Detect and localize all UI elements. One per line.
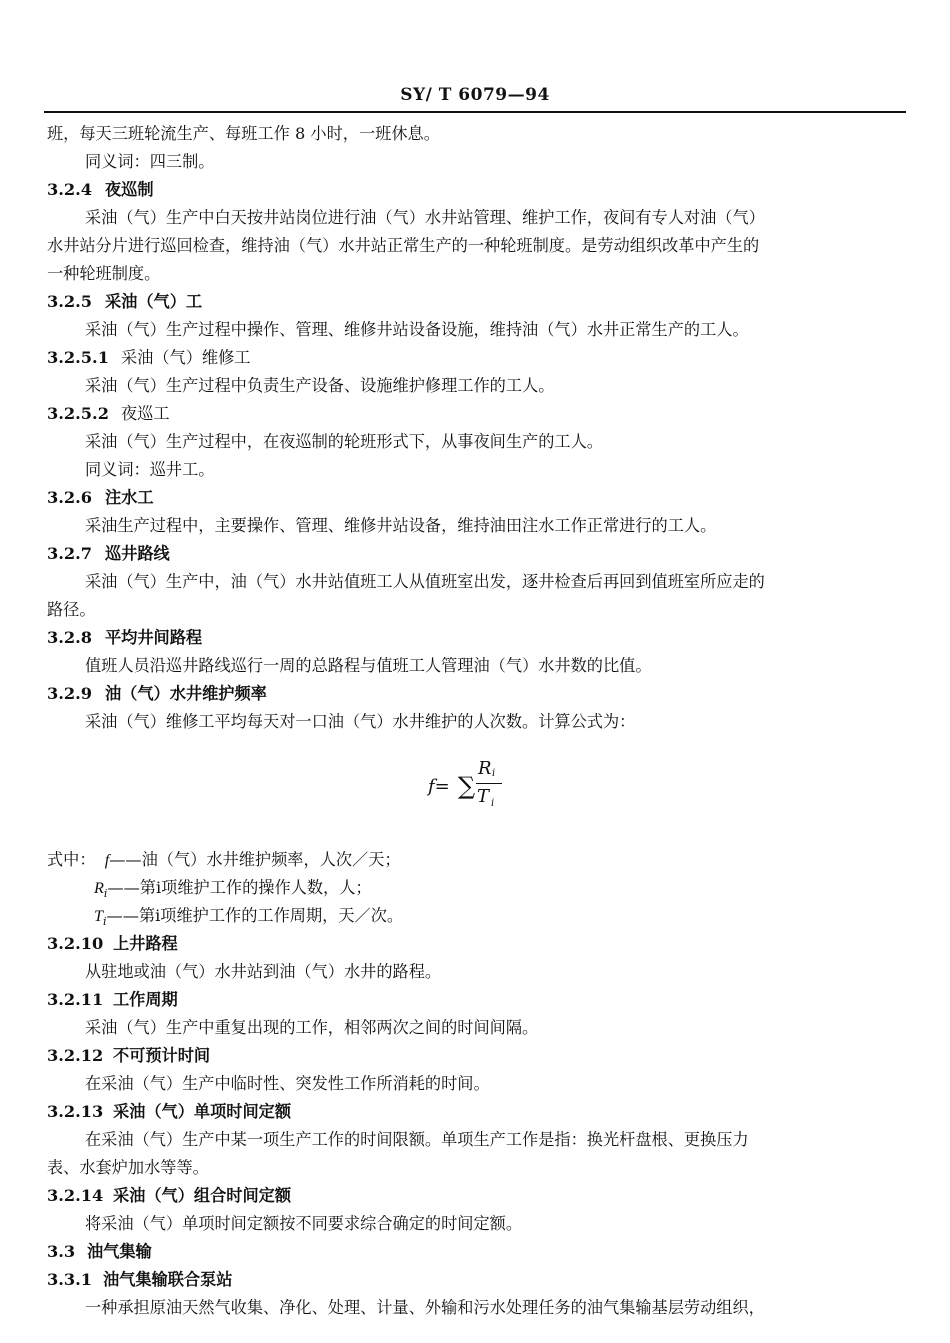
paragraph-line: 一种承担原油天然气收集、净化、处理、计量、外输和污水处理任务的油气集输基层劳动组织，	[85, 1298, 765, 1317]
paragraph-line: 水井站分片进行巡回检查，维持油（气）水井站正常生产的一种轮班制度。是劳动组织改革中产生的	[47, 236, 760, 255]
section-number: 3.2.12	[47, 1046, 104, 1065]
formula-sigma: ∑	[458, 772, 476, 800]
formula-legend-f	[47, 850, 401, 870]
section-heading-3-2-5	[47, 292, 202, 312]
section-title: 上井路程	[113, 934, 178, 953]
section-heading-3-2-5-2	[47, 404, 170, 424]
variable-desc: ——油（气）水井维护频率，人次／天；	[109, 850, 401, 869]
variable-t: T	[94, 907, 104, 925]
section-heading-3-2-12	[47, 1046, 210, 1066]
section-heading-3-2-10	[47, 934, 178, 954]
section-title: 平均井间路程	[105, 628, 203, 647]
paragraph-line: 采油生产过程中，主要操作、管理、维修井站设备，维持油田注水工作正常进行的工人。	[85, 516, 717, 535]
variable-r: R	[94, 879, 104, 897]
section-heading-3-2-6	[47, 488, 154, 508]
section-number: 3.2.5.2	[47, 404, 109, 423]
variable-desc: ——第i项维护工作的工作周期，天／次。	[106, 906, 404, 925]
section-number: 3.2.8	[47, 628, 93, 647]
section-number: 3.2.10	[47, 934, 104, 953]
section-heading-3-3	[47, 1242, 152, 1262]
paragraph-line: 路径。	[47, 600, 96, 619]
section-heading-3-2-7	[47, 544, 170, 564]
section-number: 3.2.5.1	[47, 348, 109, 367]
section-heading-3-2-4	[47, 180, 154, 200]
paragraph-line: 同义词：四三制。	[85, 152, 215, 171]
section-title: 采油（气）维修工	[121, 348, 251, 367]
section-number: 3.3.1	[47, 1270, 93, 1289]
section-number: 3.2.4	[47, 180, 93, 199]
paragraph-line: 在采油（气）生产中临时性、突发性工作所消耗的时间。	[85, 1074, 490, 1093]
paragraph-line: 采油（气）生产中，油（气）水井站值班工人从值班室出发，逐井检查后再回到值班室所应走的	[85, 572, 765, 591]
formula-legend-t	[94, 906, 403, 932]
paragraph-line: 表、水套炉加水等等。	[47, 1158, 209, 1177]
section-number: 3.2.13	[47, 1102, 104, 1121]
section-title: 不可预计时间	[113, 1046, 211, 1065]
formula-denominator-sub: i	[491, 798, 495, 809]
paragraph-line: 采油（气）生产过程中，在夜巡制的轮班形式下，从事夜间生产的工人。	[85, 432, 603, 451]
where-label: 式中：	[47, 850, 96, 869]
paragraph-line: 将采油（气）单项时间定额按不同要求综合确定的时间定额。	[85, 1214, 523, 1233]
paragraph-line: 采油（气）维修工平均每天对一口油（气）水井维护的人次数。计算公式为：	[85, 712, 636, 731]
section-heading-3-2-14	[47, 1186, 291, 1206]
maintenance-frequency-formula	[428, 758, 518, 818]
section-title: 采油（气）单项时间定额	[113, 1102, 292, 1121]
variable-f: f	[104, 851, 110, 869]
variable-sub: i	[103, 915, 107, 928]
section-title: 油气集输	[87, 1242, 152, 1261]
section-title: 采油（气）工	[105, 292, 203, 311]
section-heading-3-2-8	[47, 628, 202, 648]
variable-desc: ——第i项维护工作的操作人数，人；	[107, 878, 372, 897]
paragraph-line: 从驻地或油（气）水井站到油（气）水井的路程。	[85, 962, 442, 981]
section-title: 夜巡工	[121, 404, 170, 423]
formula-numerator-sub: i	[492, 768, 496, 779]
paragraph-line: 采油（气）生产过程中负责生产设备、设施维护修理工作的工人。	[85, 376, 555, 395]
paragraph-line: 一种轮班制度。	[47, 264, 161, 283]
document-header: SY/ T 6079—94	[400, 85, 550, 105]
paragraph-line: 采油（气）生产过程中操作、管理、维修井站设备设施，维持油（气）水井正常生产的工人。	[85, 320, 749, 339]
section-number: 3.2.14	[47, 1186, 104, 1205]
section-title: 工作周期	[113, 990, 178, 1009]
section-title: 采油（气）组合时间定额	[113, 1186, 292, 1205]
fraction-bar	[476, 783, 502, 784]
section-heading-3-2-11	[47, 990, 178, 1010]
paragraph-line: 在采油（气）生产中某一项生产工作的时间限额。单项生产工作是指：换光杆盘根、更换压力	[85, 1130, 749, 1149]
section-number: 3.2.11	[47, 990, 104, 1009]
paragraph-line: 采油（气）生产中白天按井站岗位进行油（气）水井站管理、维护工作，夜间有专人对油（气）	[85, 208, 765, 227]
section-number: 3.2.5	[47, 292, 93, 311]
section-number: 3.2.9	[47, 684, 93, 703]
header-rule	[44, 111, 906, 113]
formula-legend-r	[94, 878, 372, 904]
section-number: 3.3	[47, 1242, 76, 1261]
section-number: 3.2.7	[47, 544, 93, 563]
section-title: 注水工	[105, 488, 154, 507]
section-number: 3.2.6	[47, 488, 93, 507]
variable-sub: i	[103, 887, 108, 900]
paragraph-line: 班，每天三班轮流生产、每班工作 8 小时，一班休息。	[47, 124, 440, 143]
section-heading-3-2-5-1	[47, 348, 251, 368]
formula-denominator: T	[477, 786, 490, 807]
formula-lhs: f=	[428, 776, 450, 797]
section-title: 油气集输联合泵站	[103, 1270, 233, 1289]
section-heading-3-2-9	[47, 684, 267, 704]
section-title: 巡井路线	[105, 544, 170, 563]
section-heading-3-2-13	[47, 1102, 291, 1122]
section-heading-3-3-1	[47, 1270, 233, 1290]
section-title: 油（气）水井维护频率	[105, 684, 267, 703]
paragraph-line: 采油（气）生产中重复出现的工作，相邻两次之间的时间间隔。	[85, 1018, 539, 1037]
paragraph-line: 同义词：巡井工。	[85, 460, 215, 479]
section-title: 夜巡制	[105, 180, 154, 199]
paragraph-line: 值班人员沿巡井路线巡行一周的总路程与值班工人管理油（气）水井数的比值。	[85, 656, 652, 675]
formula-numerator: R	[478, 758, 492, 779]
